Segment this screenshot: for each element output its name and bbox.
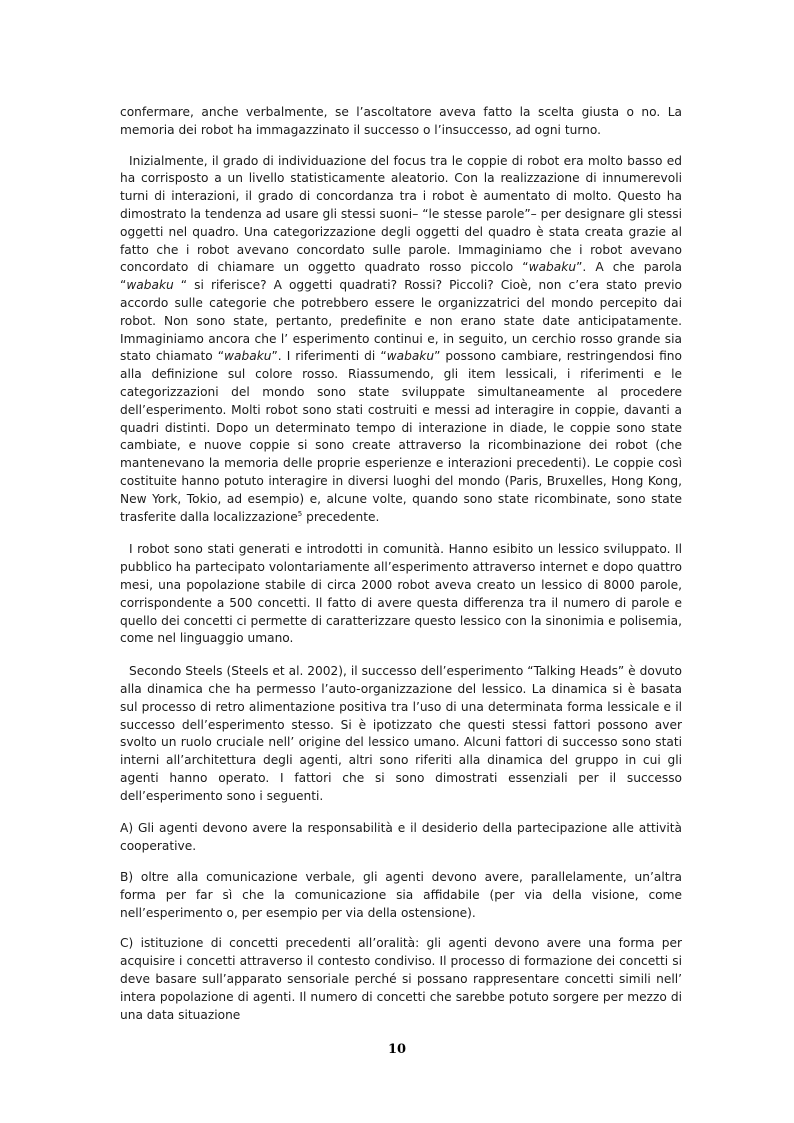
paragraph-2-text-c: “ si riferisce? A oggetti quadrati? Rossi? Piccoli? Cioè, non c’era stato previo accordo sulle categorie che potrebbero essere le organizzatrici del mondo percepito dai robot. Non sono state, pertanto, predefinite e non erano state date anticipatamente. Immaginiamo ancora che l’ esperimento continui e, in seguito, un cerchio rosso grande sia stato chiamato “ — [120, 278, 682, 364]
paragraph-2-text-b: ”. A che parola “ — [120, 260, 682, 293]
page-body — [120, 104, 682, 1037]
footnote-ref: 5 — [297, 509, 303, 518]
page-number: 10 — [387, 1042, 407, 1057]
paragraph-2-text-e: ” possono cambiare, restringendosi fino alla definizione sul colore rosso. Riassumendo, gli item lessicali, i riferimenti e le categorizzazioni del mondo sono state sviluppate simultaneamente al procedere dell’esperimento. Molti robot sono stati costruiti e messi ad interagire in coppie, davanti a quadri distinti. Dopo un determinato tempo di interazione in diade, le coppie sono state cambiate, e nuove coppie si sono create attraverso la ricombinazione dei robot (che mantenevano la memoria delle proprie esperienze e interazioni precedenti). Le coppie così costituite hanno potuto interagire in diversi luoghi del mondo (Paris, Bruxelles, Hong Kong, New York, Tokio, ad esempio) e, alcune volte, quando sono state ricombinate, sono state trasferite dalla localizzazione — [120, 349, 682, 524]
paragraph-1: confermare, anche verbalmente, se l’ascoltatore aveva fatto la scelta giusta o no. La memoria dei robot ha immagazzinato il successo o l’insuccesso, ad ogni turno. — [120, 105, 682, 137]
term-wabaku-2: wabaku — [126, 278, 174, 293]
list-item-c: C) istituzione di concetti precedenti all’oralità: gli agenti devono avere una forma per acquisire i concetti attraverso il contesto condiviso. Il processo di formazione dei concetti si deve basare sull’apparato sensoriale perché si possano rappresentare concetti simili nell’ intera popolazione di agenti. Il numero di concetti che sarebbe potuto sorgere per mezzo di una data situazione — [120, 936, 682, 1022]
paragraph-2-text-f: precedente. — [302, 509, 380, 524]
paragraph-2-text-a: Inizialmente, il grado di individuazione del focus tra le coppie di robot era molto basso ed ha corrisposto a un livello statisticamente aleatorio. Con la realizzazione di innumerevoli turni di interazioni, il grado di concordanza tra i robot è aumentato di molto. Questo ha dimostrato la tendenza ad usare gli stessi suoni– “le stesse parole”– per designare gli stessi oggetti nel quadro. Una categorizzazione degli oggetti del quadro è stata creata grazie al fatto che i robot avevano concordato sulle parole. Immaginiamo che i robot avevano concordato di chiamare un oggetto quadrato rosso piccolo “ — [120, 153, 682, 275]
list-item-a: A) Gli agenti devono avere la responsabilità e il desiderio della partecipazione alle attività cooperative. — [120, 821, 682, 854]
paragraph-3: I robot sono stati generati e introdotti in comunità. Hanno esibito un lessico sviluppato. Il pubblico ha partecipato volontariamente all’esperimento attraverso internet e dopo quattro mesi, una popolazione stabile di circa 2000 robot aveva creato un lessico di 8000 parole, corrispondente a 500 concetti. Il fatto di avere questa differenza tra il numero di parole e quello dei concetti ci permette di caratterizzare questo lessico con la sinonimia e polisemia, come nel linguaggio umano. — [120, 542, 682, 646]
paragraph-2 — [120, 153, 682, 527]
term-wabaku-4: wabaku — [386, 349, 435, 364]
term-wabaku-3: wabaku — [224, 349, 272, 364]
paragraph-4: Secondo Steels (Steels et al. 2002), il successo dell’esperimento “Talking Heads” è dovuto alla dinamica che ha permesso l’auto-organizzazione del lessico. La dinamica si è basata sul processo di retro alimentazione positiva tra l’uso di una determinata forma lessicale e il successo dell’esperimento stesso. Si è ipotizzato che questi stessi fattori possono aver svolto un ruolo cruciale nell’ origine del lessico umano. Alcuni fattori di successo sono stati interni all’architettura degli agenti, altri sono riferiti alla dinamica del gruppo in cui gli agenti hanno operato. I fattori che si sono dimostrati essenziali per il successo dell’esperimento sono i seguenti. — [120, 664, 682, 803]
paragraph-2-text-d: ”. I riferimenti di “ — [271, 349, 387, 364]
list-item-b: B) oltre alla comunicazione verbale, gli agenti devono avere, parallelamente, un’altra forma per far sì che la comunicazione sia affidabile (per via della visione, come nell’esperimento o, per esempio per via della ostensione). — [120, 870, 682, 920]
term-wabaku-1: wabaku — [528, 260, 577, 275]
